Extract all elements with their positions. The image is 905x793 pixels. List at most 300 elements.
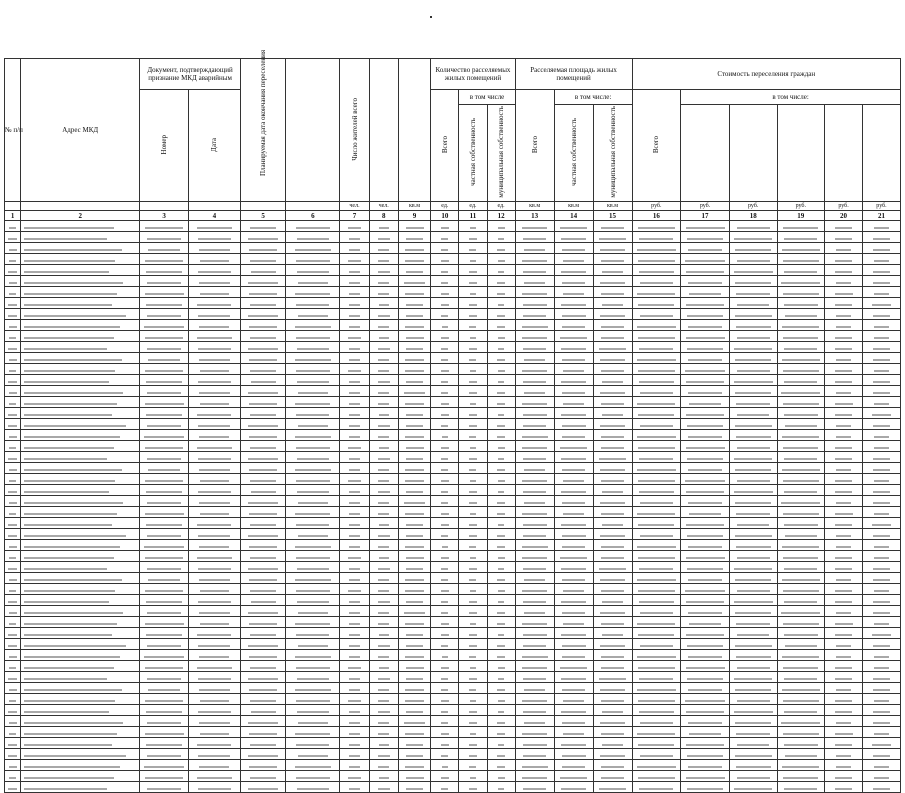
illegible-text [688,689,722,691]
table-cell [681,595,730,606]
table-cell [140,353,189,364]
table-cell [825,408,863,419]
illegible-text [523,755,545,757]
illegible-text [406,227,424,229]
table-cell [369,254,398,265]
illegible-text [561,491,586,493]
illegible-text [835,634,852,636]
column-number: 4 [188,211,240,221]
table-cell [188,727,240,738]
table-cell [240,628,285,639]
table-cell [777,232,825,243]
table-cell [5,661,21,672]
illegible-text [349,733,359,735]
unit-cell [240,202,285,211]
table-cell [398,639,430,650]
illegible-text [248,788,279,790]
table-cell [431,628,459,639]
illegible-text [24,579,122,581]
illegible-text [523,678,546,680]
table-cell [825,474,863,485]
illegible-text [442,436,449,438]
table-cell [777,463,825,474]
illegible-text [198,458,231,460]
table-cell [240,639,285,650]
illegible-text [783,777,818,779]
table-cell [5,672,21,683]
table-cell [862,408,900,419]
illegible-text [522,700,547,702]
illegible-text [497,359,505,361]
illegible-text [199,326,229,328]
illegible-text [147,612,180,614]
illegible-text [378,282,390,284]
table-cell [593,551,632,562]
table-cell [825,617,863,628]
table-cell [777,661,825,672]
illegible-text [298,722,328,724]
table-cell [340,353,369,364]
table-cell [188,243,240,254]
illegible-text [147,755,181,757]
table-cell [188,342,240,353]
table-cell [5,529,21,540]
table-row [5,419,901,430]
illegible-text [638,590,675,592]
illegible-text [404,282,424,284]
illegible-text [562,282,586,284]
table-cell [554,408,593,419]
table-cell [459,309,487,320]
illegible-text [406,788,423,790]
illegible-text [469,601,477,603]
illegible-text [498,480,505,482]
illegible-text [735,425,772,427]
illegible-text [736,293,770,295]
illegible-text [405,370,424,372]
illegible-text [524,282,546,284]
illegible-text [349,348,361,350]
illegible-text [561,238,585,240]
col-header-cost-subject [729,105,777,202]
unit-cell [21,202,140,211]
table-cell [632,375,681,386]
table-cell [554,529,593,540]
table-cell [681,452,730,463]
illegible-text [637,579,677,581]
table-row [5,716,901,727]
table-cell [5,463,21,474]
table-cell [431,243,459,254]
table-row [5,606,901,617]
table-cell [140,243,189,254]
table-cell [554,265,593,276]
illegible-text [498,777,505,779]
illegible-text [406,414,424,416]
illegible-text [199,502,231,504]
table-cell [777,254,825,265]
table-cell [369,694,398,705]
illegible-text [197,634,231,636]
table-cell [188,507,240,518]
table-cell [188,716,240,727]
illegible-text [639,788,673,790]
illegible-text [144,656,184,658]
table-cell [515,342,554,353]
illegible-text [200,513,229,515]
col-header-premises-private: частная собственность [459,105,487,202]
illegible-text [784,414,818,416]
illegible-text [248,755,278,757]
illegible-text [835,381,852,383]
table-cell [554,606,593,617]
table-cell [431,650,459,661]
illegible-text [524,359,545,361]
illegible-text [470,513,477,515]
table-cell [140,298,189,309]
table-cell [459,749,487,760]
table-cell [459,628,487,639]
illegible-text [874,667,889,669]
table-cell [554,419,593,430]
column-number: 12 [487,211,515,221]
table-cell [593,221,632,232]
table-cell [286,683,340,694]
illegible-text [836,315,852,317]
illegible-text [688,436,721,438]
illegible-text [498,557,505,559]
illegible-text [640,282,672,284]
illegible-text [146,414,183,416]
table-cell [286,452,340,463]
table-cell [681,760,730,771]
illegible-text [873,788,890,790]
illegible-text [637,766,676,768]
illegible-text [24,722,123,724]
table-cell [240,562,285,573]
illegible-text [24,546,120,548]
table-cell [188,463,240,474]
table-cell [369,221,398,232]
illegible-text [734,238,772,240]
illegible-text [298,392,328,394]
illegible-text [295,689,332,691]
illegible-text [441,359,448,361]
table-cell [777,628,825,639]
illegible-text [523,568,546,570]
illegible-text [522,260,547,262]
illegible-text [441,447,449,449]
illegible-text [602,524,624,526]
illegible-text [470,590,477,592]
illegible-text [441,590,449,592]
illegible-text [637,359,677,361]
table-cell [825,507,863,518]
table-row [5,397,901,408]
illegible-text [441,271,448,273]
illegible-text [404,722,424,724]
table-cell [286,705,340,716]
column-number: 16 [632,211,681,221]
illegible-text [348,480,360,482]
illegible-text [783,667,818,669]
table-cell [487,430,515,441]
illegible-text [250,700,277,702]
table-cell [459,232,487,243]
illegible-text [295,436,331,438]
illegible-text [8,711,17,713]
table-cell [593,287,632,298]
table-cell [286,782,340,793]
illegible-text [441,535,448,537]
illegible-text [637,249,677,251]
illegible-text [600,392,625,394]
illegible-text [835,524,852,526]
illegible-text [497,623,504,625]
illegible-text [24,535,125,537]
column-number: 21 [862,211,900,221]
col-header-area-group: Расселяемая площадь жилых помещений [515,59,632,90]
table-cell [240,738,285,749]
table-cell [240,419,285,430]
col-header-premises-group: Количество расселяемых жилых помещений [431,59,515,90]
illegible-text [562,722,586,724]
illegible-text [147,568,182,570]
table-cell [21,298,140,309]
table-cell [825,738,863,749]
illegible-text [147,535,181,537]
table-cell [188,452,240,463]
illegible-text [349,788,361,790]
illegible-text [296,260,330,262]
illegible-text [198,645,230,647]
illegible-text [9,557,16,559]
illegible-text [561,271,586,273]
illegible-text [8,491,17,493]
table-cell [340,738,369,749]
illegible-text [441,370,449,372]
col-header-cost-additional [825,105,863,202]
table-cell [188,672,240,683]
illegible-text [602,744,624,746]
table-cell [431,507,459,518]
table-cell [5,507,21,518]
illegible-text [248,282,277,284]
table-cell [862,485,900,496]
table-cell [459,430,487,441]
illegible-text [197,777,232,779]
table-cell [369,331,398,342]
table-cell [140,617,189,628]
illegible-text [469,359,476,361]
illegible-text [147,678,182,680]
illegible-text [561,304,586,306]
illegible-text [349,414,361,416]
table-cell [515,518,554,529]
illegible-text [248,612,277,614]
illegible-text [640,612,672,614]
illegible-text [498,227,505,229]
illegible-text [687,678,724,680]
table-cell [5,232,21,243]
illegible-text [735,392,771,394]
illegible-text [470,403,477,405]
table-cell [340,694,369,705]
illegible-text [9,623,17,625]
table-cell [487,375,515,386]
table-cell [862,243,900,254]
illegible-text [562,469,585,471]
table-cell [398,276,430,287]
illegible-text [686,557,725,559]
illegible-text [873,579,889,581]
illegible-text [248,568,279,570]
table-cell [632,298,681,309]
illegible-text [378,601,390,603]
table-cell [21,463,140,474]
illegible-text [441,238,448,240]
table-row [5,463,901,474]
table-row [5,628,901,639]
table-cell [369,320,398,331]
table-cell [140,738,189,749]
table-cell [515,551,554,562]
illegible-text [522,656,548,658]
illegible-text [24,524,111,526]
table-cell [188,287,240,298]
illegible-text [348,557,360,559]
illegible-text [296,590,330,592]
illegible-text [784,304,818,306]
resettlement-table [4,49,901,793]
table-cell [398,529,430,540]
illegible-text [640,392,672,394]
illegible-text [785,425,817,427]
illegible-text [406,645,422,647]
table-cell [515,320,554,331]
col-header-doc-date: Дата [188,90,240,202]
illegible-text [563,370,584,372]
table-cell [431,683,459,694]
table-cell [240,265,285,276]
illegible-text [735,359,771,361]
table-cell [515,584,554,595]
table-cell [593,606,632,617]
illegible-text [295,733,330,735]
table-cell [340,529,369,540]
table-cell [5,342,21,353]
illegible-text [639,601,674,603]
table-cell [487,353,515,364]
column-number: 14 [554,211,593,221]
table-cell [632,408,681,419]
table-cell [286,320,340,331]
table-cell [825,650,863,661]
illegible-text [248,458,279,460]
table-cell [862,694,900,705]
table-cell [240,386,285,397]
table-cell [188,331,240,342]
illegible-text [637,436,676,438]
illegible-text [378,568,390,570]
illegible-text [349,315,360,317]
illegible-text [562,315,586,317]
illegible-text [406,271,423,273]
illegible-text [562,656,584,658]
illegible-text [9,436,17,438]
table-cell [681,540,730,551]
table-cell [5,518,21,529]
illegible-text [735,282,771,284]
table-cell [681,397,730,408]
illegible-text [874,513,890,515]
table-cell [340,573,369,584]
illegible-text [379,304,389,306]
illegible-text [379,634,389,636]
illegible-text [560,557,586,559]
illegible-text [735,722,771,724]
illegible-text [498,238,505,240]
table-cell [487,738,515,749]
table-cell [487,254,515,265]
illegible-text [441,788,448,790]
illegible-text [379,557,389,559]
illegible-text [9,447,16,449]
illegible-text [600,425,625,427]
illegible-text [601,370,624,372]
illegible-text [873,469,889,471]
illegible-text [145,260,183,262]
table-cell [21,232,140,243]
col-header-area-total: Всего [515,90,554,202]
table-cell [777,529,825,540]
table-cell [5,265,21,276]
illegible-text [469,612,476,614]
table-cell [487,364,515,375]
illegible-text [441,491,448,493]
table-cell [369,584,398,595]
table-cell [369,617,398,628]
illegible-text [523,601,547,603]
table-cell [593,694,632,705]
table-cell [240,650,285,661]
table-cell [431,309,459,320]
table-cell [681,441,730,452]
illegible-text [562,392,586,394]
table-cell [729,617,777,628]
table-cell [398,705,430,716]
table-cell [286,650,340,661]
illegible-text [469,755,477,757]
table-cell [515,463,554,474]
illegible-text [560,667,586,669]
table-cell [188,705,240,716]
table-cell [681,617,730,628]
illegible-text [9,370,16,372]
illegible-text [250,524,275,526]
illegible-text [198,535,230,537]
illegible-text [873,755,890,757]
illegible-text [563,513,585,515]
illegible-text [248,722,277,724]
table-cell [777,441,825,452]
illegible-text [145,557,182,559]
table-cell [554,463,593,474]
illegible-text [469,524,477,526]
illegible-text [873,425,890,427]
table-cell [286,342,340,353]
table-cell [398,221,430,232]
